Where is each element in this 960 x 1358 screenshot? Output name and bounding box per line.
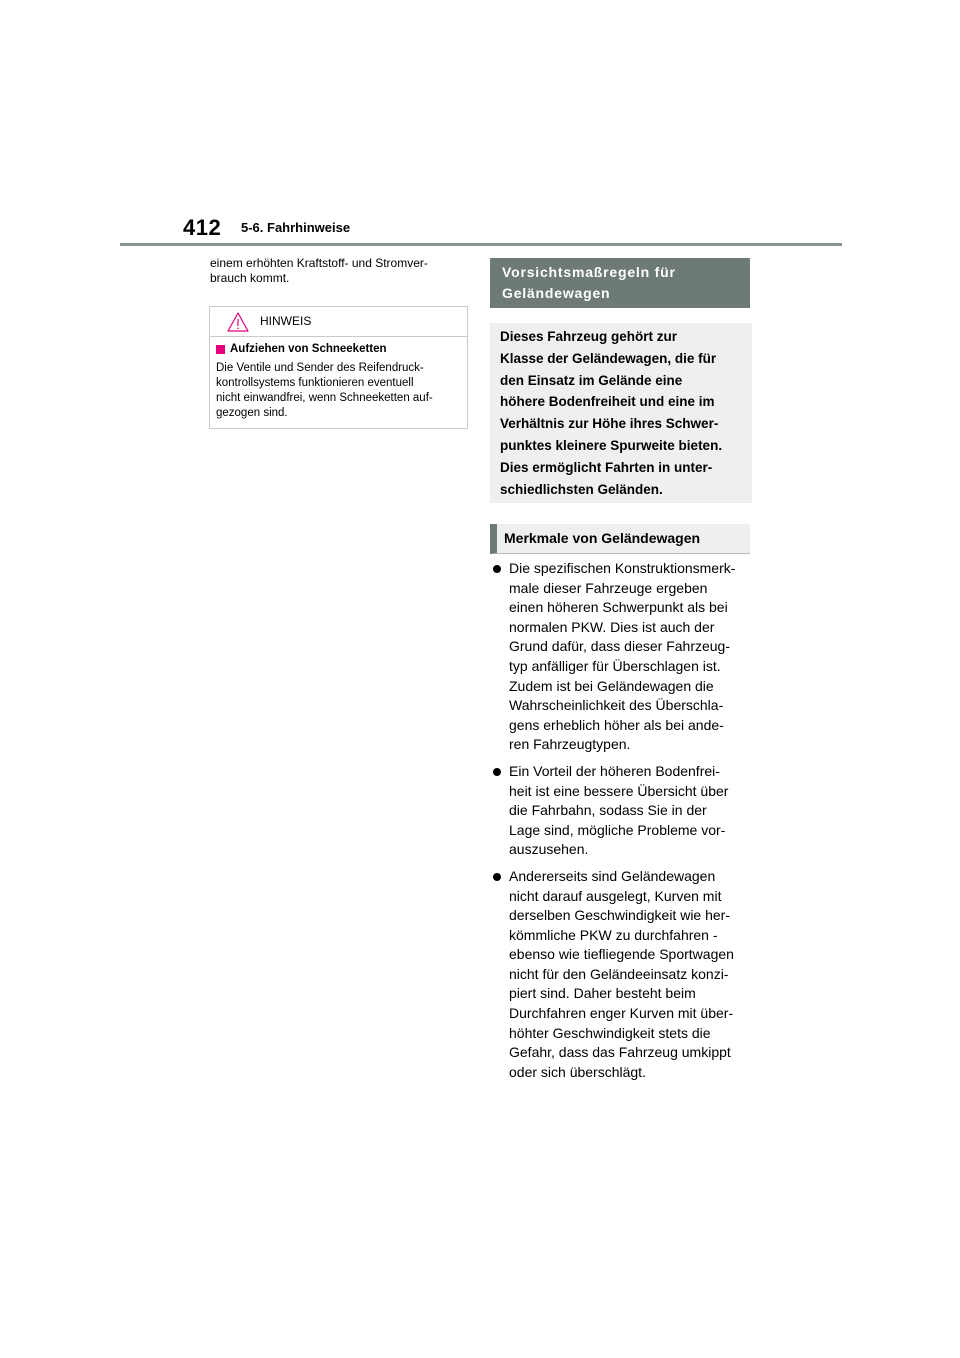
warning-triangle-icon [226,311,250,333]
list-item-text: Andererseits sind Geländewagen nicht darauf ausgelegt, Kurven mit derselben Geschwindigkeit wie her- kömmliche PKW zu durchfahren - ebenso wie tiefliegende Sportwagen nicht für den Geländeeinsatz konzi- piert sind. Daher besteht beim Durchfahren enger Kurven mit über- höhter Geschwindigkeit stets die Gefahr, dass das Fahrzeug umkippt oder sich überschlägt. [509,867,734,1080]
notice-subheading-text: Aufziehen von Schneeketten [230,343,387,355]
page-number: 412 [183,215,222,240]
section-title: 5-6. Fahrhinweise [241,220,351,235]
notice-header [210,307,467,337]
continued-paragraph: einem erhöhten Kraftstoff- und Stromver- brauch kommt. [210,256,428,285]
notice-body [210,337,467,421]
subheading: Merkmale von Geländewagen [490,524,750,554]
header-divider [120,243,842,246]
notice-subheading [216,342,461,357]
list-item [490,867,752,1083]
section-heading: Vorsichtsmaßregeln für Geländewagen [490,258,750,308]
notice-title: HINWEIS [260,314,312,328]
list-item-text: Die spezifischen Konstruktionsmerk- male dieser Fahrzeuge ergeben einen höheren Schwerpunkt als bei normalen PKW. Dies ist auch der Grund dafür, dass dieser Fahrzeug- typ anfälliger für Überschlagen ist. Zudem ist bei Geländewagen die Wahrscheinlichkeit des Überschla- gens erheblich höher als bei ande- ren Fahrzeugtypen. [509,560,736,753]
round-bullet-icon [493,565,501,573]
notice-text: Die Ventile und Sender des Reifendruck- kontrollsystems funktionieren eventuell nicht einwandfrei, wenn Schneeketten auf- gezogen sind. [216,362,433,419]
intro-box-text: Dieses Fahrzeug gehört zur Klasse der Geländewagen, die für den Einsatz im Gelände eine höhere Bodenfreiheit und eine im Verhältnis zur Höhe ihres Schwer- punktes kleinere Spurweite bieten. Dies ermöglicht Fahrten in unter- schiedlichsten Geländen. [500,329,723,497]
notice-box [209,306,468,429]
round-bullet-icon [493,873,501,881]
list-item [490,762,752,860]
left-column [210,256,468,286]
intro-box [490,323,752,503]
round-bullet-icon [493,768,501,776]
bullet-list [490,559,752,1089]
square-bullet-icon [216,345,225,354]
list-item [490,559,752,755]
list-item-text: Ein Vorteil der höheren Bodenfrei- heit ist eine bessere Übersicht über die Fahrbahn, sodass Sie in der Lage sind, mögliche Probleme vor- auszusehen. [509,762,729,858]
